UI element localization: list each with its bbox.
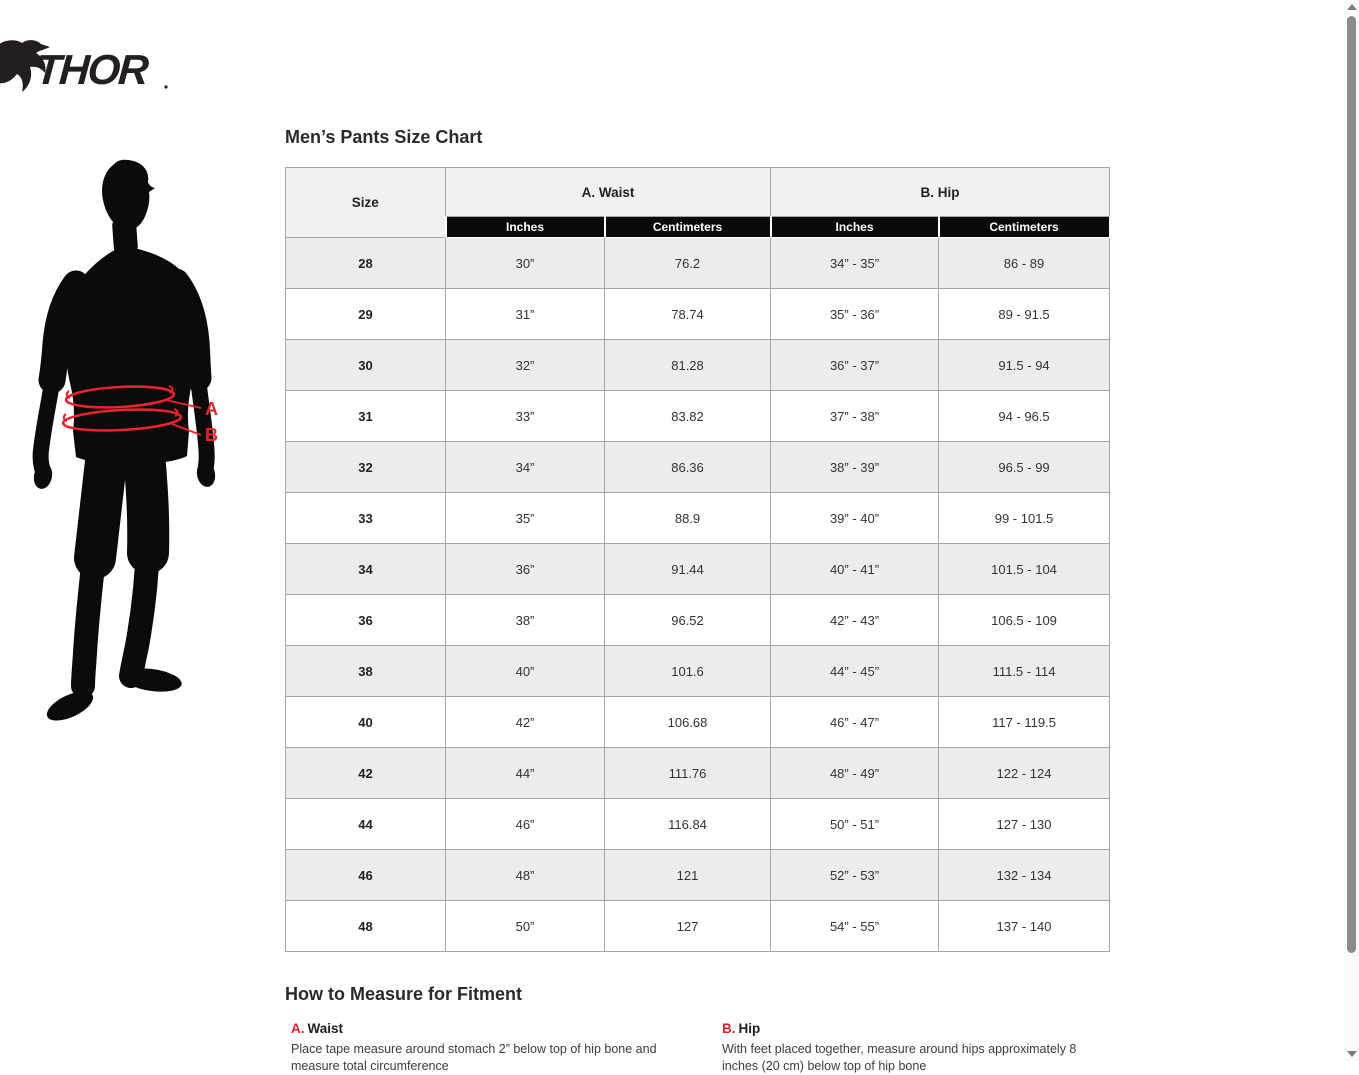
cell-waist-inches: 50” [446,901,605,952]
cell-waist-inches: 35” [446,493,605,544]
how-to-measure-section [285,984,1113,1075]
cell-hip-centimeters: 106.5 - 109 [939,595,1110,646]
cell-waist-inches: 36” [446,544,605,595]
cell-hip-centimeters: 132 - 134 [939,850,1110,901]
cell-waist-centimeters: 88.9 [605,493,771,544]
cell-size: 28 [286,238,446,289]
cell-hip-centimeters: 127 - 130 [939,799,1110,850]
cell-size: 33 [286,493,446,544]
table-row [286,544,1110,595]
table-row [286,799,1110,850]
cell-hip-inches: 42” - 43” [771,595,939,646]
measurement-figure [28,158,260,733]
cell-hip-centimeters: 122 - 124 [939,748,1110,799]
cell-hip-inches: 38” - 39” [771,442,939,493]
cell-size: 32 [286,442,446,493]
svg-text:THOR: THOR [34,46,149,93]
size-chart-header [286,168,1110,238]
cell-waist-inches: 42” [446,697,605,748]
subheader-waist-centimeters: Centimeters [605,217,771,238]
cell-waist-centimeters: 111.76 [605,748,771,799]
size-chart-table [285,167,1111,952]
scrollbar-thumb[interactable] [1347,16,1356,953]
cell-hip-inches: 44” - 45” [771,646,939,697]
measure-instruction-hip [716,1021,1113,1075]
cell-waist-inches: 46” [446,799,605,850]
measure-instruction-waist [285,1021,716,1075]
cell-hip-centimeters: 91.5 - 94 [939,340,1110,391]
subheader-hip-inches: Inches [771,217,939,238]
cell-hip-inches: 48” - 49” [771,748,939,799]
cell-hip-centimeters: 137 - 140 [939,901,1110,952]
cell-hip-centimeters: 117 - 119.5 [939,697,1110,748]
cell-waist-inches: 30” [446,238,605,289]
cell-waist-centimeters: 76.2 [605,238,771,289]
cell-hip-centimeters: 99 - 101.5 [939,493,1110,544]
table-row [286,289,1110,340]
cell-size: 42 [286,748,446,799]
table-row [286,595,1110,646]
table-row [286,748,1110,799]
how-to-measure-title: How to Measure for Fitment [285,984,523,1004]
waist-letter-badge: A. [291,1021,305,1036]
figure-label-b: B [205,425,218,445]
cell-waist-inches: 31” [446,289,605,340]
table-row [286,850,1110,901]
cell-waist-centimeters: 91.44 [605,544,771,595]
cell-waist-centimeters: 116.84 [605,799,771,850]
cell-hip-centimeters: 111.5 - 114 [939,646,1110,697]
subheader-hip-centimeters: Centimeters [939,217,1110,238]
table-row [286,697,1110,748]
cell-hip-centimeters: 94 - 96.5 [939,391,1110,442]
figure-label-a: A [205,399,218,419]
cell-hip-inches: 39” - 40” [771,493,939,544]
cell-waist-centimeters: 96.52 [605,595,771,646]
scroll-down-icon[interactable] [1344,1048,1359,1060]
table-row [286,442,1110,493]
table-row [286,646,1110,697]
cell-hip-centimeters: 89 - 91.5 [939,289,1110,340]
cell-waist-centimeters: 127 [605,901,771,952]
cell-hip-centimeters: 86 - 89 [939,238,1110,289]
thor-bison-icon [0,38,175,96]
scroll-up-icon[interactable] [1344,1,1359,13]
cell-hip-inches: 52” - 53” [771,850,939,901]
cell-hip-inches: 35” - 36” [771,289,939,340]
cell-size: 29 [286,289,446,340]
cell-size: 40 [286,697,446,748]
cell-waist-inches: 33” [446,391,605,442]
hip-letter-badge: B. [722,1021,736,1036]
cell-hip-centimeters: 101.5 - 104 [939,544,1110,595]
cell-waist-inches: 38” [446,595,605,646]
cell-hip-inches: 54” - 55” [771,901,939,952]
cell-hip-inches: 46” - 47” [771,697,939,748]
cell-waist-centimeters: 81.28 [605,340,771,391]
cell-waist-centimeters: 86.36 [605,442,771,493]
cell-size: 46 [286,850,446,901]
cell-size: 31 [286,391,446,442]
subheader-waist-inches: Inches [446,217,605,238]
hip-instruction-text: With feet placed together, measure around hips approximately 8 inches (20 cm) below top of hip bone [722,1042,1077,1073]
cell-waist-inches: 32” [446,340,605,391]
table-row [286,391,1110,442]
column-header-size: Size [286,168,446,238]
cell-waist-centimeters: 78.74 [605,289,771,340]
cell-hip-centimeters: 96.5 - 99 [939,442,1110,493]
cell-size: 30 [286,340,446,391]
cell-hip-inches: 40” - 41” [771,544,939,595]
cell-hip-inches: 34” - 35” [771,238,939,289]
cell-waist-centimeters: 83.82 [605,391,771,442]
waist-instruction-text: Place tape measure around stomach 2” below top of hip bone and measure total circumference [291,1042,657,1073]
cell-size: 38 [286,646,446,697]
cell-size: 36 [286,595,446,646]
table-row [286,493,1110,544]
hip-instruction-label: Hip [738,1021,761,1036]
cell-waist-centimeters: 101.6 [605,646,771,697]
cell-size: 44 [286,799,446,850]
cell-waist-centimeters: 121 [605,850,771,901]
cell-hip-inches: 50” - 51” [771,799,939,850]
cell-waist-centimeters: 106.68 [605,697,771,748]
column-header-hip: B. Hip [771,168,1110,217]
cell-waist-inches: 44” [446,748,605,799]
table-row [286,340,1110,391]
vertical-scrollbar[interactable] [1344,0,1359,1061]
cell-hip-inches: 36” - 37” [771,340,939,391]
column-header-waist: A. Waist [446,168,771,217]
page-title: Men’s Pants Size Chart [285,127,483,147]
waist-instruction-label: Waist [307,1021,344,1036]
size-table-body [286,238,1110,952]
table-row [286,238,1110,289]
cell-size: 48 [286,901,446,952]
cell-waist-inches: 34” [446,442,605,493]
cell-waist-inches: 40” [446,646,605,697]
cell-waist-inches: 48” [446,850,605,901]
thor-logo [0,38,175,96]
cell-hip-inches: 37” - 38” [771,391,939,442]
body-silhouette-illustration [28,158,260,733]
cell-size: 34 [286,544,446,595]
table-row [286,901,1110,952]
